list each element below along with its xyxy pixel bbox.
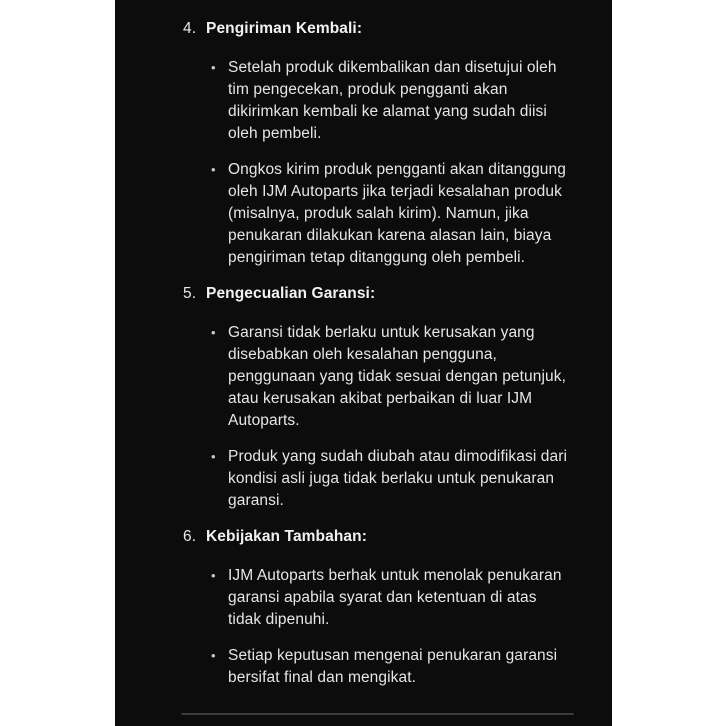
bullet-text: Ongkos kirim produk pengganti akan ditanggung oleh IJM Autoparts jika terjadi kesalahan produk (misalnya, produk salah kirim). Namun, jika penukaran dilakukan karena alasan lain, biaya pengiriman tetap ditanggung oleh pembeli. [228, 161, 566, 266]
bullet-marker: • [211, 648, 216, 663]
bullet-marker: • [211, 60, 216, 75]
section-title-wrap [206, 283, 375, 305]
bullet-item [183, 645, 572, 689]
bullet-text: Setiap keputusan mengenai penukaran garansi bersifat final dan mengikat. [228, 647, 558, 686]
section-heading [183, 283, 572, 305]
heading-colon: : [369, 285, 376, 302]
bullet-text: IJM Autoparts berhak untuk menolak penukaran garansi apabila syarat dan ketentuan di atas tidak dipenuhi. [228, 567, 562, 628]
section-number: 4. [183, 20, 197, 37]
section-pengiriman-kembali [183, 18, 572, 269]
section-heading [183, 18, 572, 40]
bullet-item [183, 322, 572, 432]
bullet-marker: • [211, 162, 216, 177]
bottom-divider [181, 713, 574, 715]
section-kebijakan-tambahan [183, 526, 572, 689]
heading-colon: : [356, 20, 363, 37]
section-number: 5. [183, 285, 197, 302]
policy-list [115, 0, 612, 689]
bullet-text: Setelah produk dikembalikan dan disetujui oleh tim pengecekan, produk pengganti akan dikirimkan kembali ke alamat yang sudah diisi oleh pembeli. [228, 59, 557, 142]
content-panel [115, 0, 612, 726]
section-title: Pengiriman Kembali [206, 20, 357, 37]
section-title: Pengecualian Garansi [206, 285, 370, 302]
heading-colon: : [361, 528, 367, 545]
bullet-text: Garansi tidak berlaku untuk kerusakan yang disebabkan oleh kesalahan pengguna, penggunaan yang tidak sesuai dengan petunjuk, atau kerusakan akibat perbaikan di luar IJM Autoparts. [228, 324, 567, 429]
section-title: Kebijakan Tambahan [206, 528, 362, 545]
section-title-wrap [206, 18, 362, 40]
bullet-item [183, 159, 572, 269]
section-number: 6. [183, 528, 197, 545]
bullet-marker: • [211, 325, 216, 340]
bullet-marker: • [211, 568, 216, 583]
bullet-marker: • [211, 449, 216, 464]
section-title-wrap [206, 526, 367, 548]
bullet-item [183, 565, 572, 631]
bullet-item [183, 57, 572, 145]
bullet-text: Produk yang sudah diubah atau dimodifikasi dari kondisi asli juga tidak berlaku untuk penukaran garansi. [228, 448, 568, 509]
section-pengecualian-garansi [183, 283, 572, 512]
bullet-item [183, 446, 572, 512]
section-heading [183, 526, 572, 548]
